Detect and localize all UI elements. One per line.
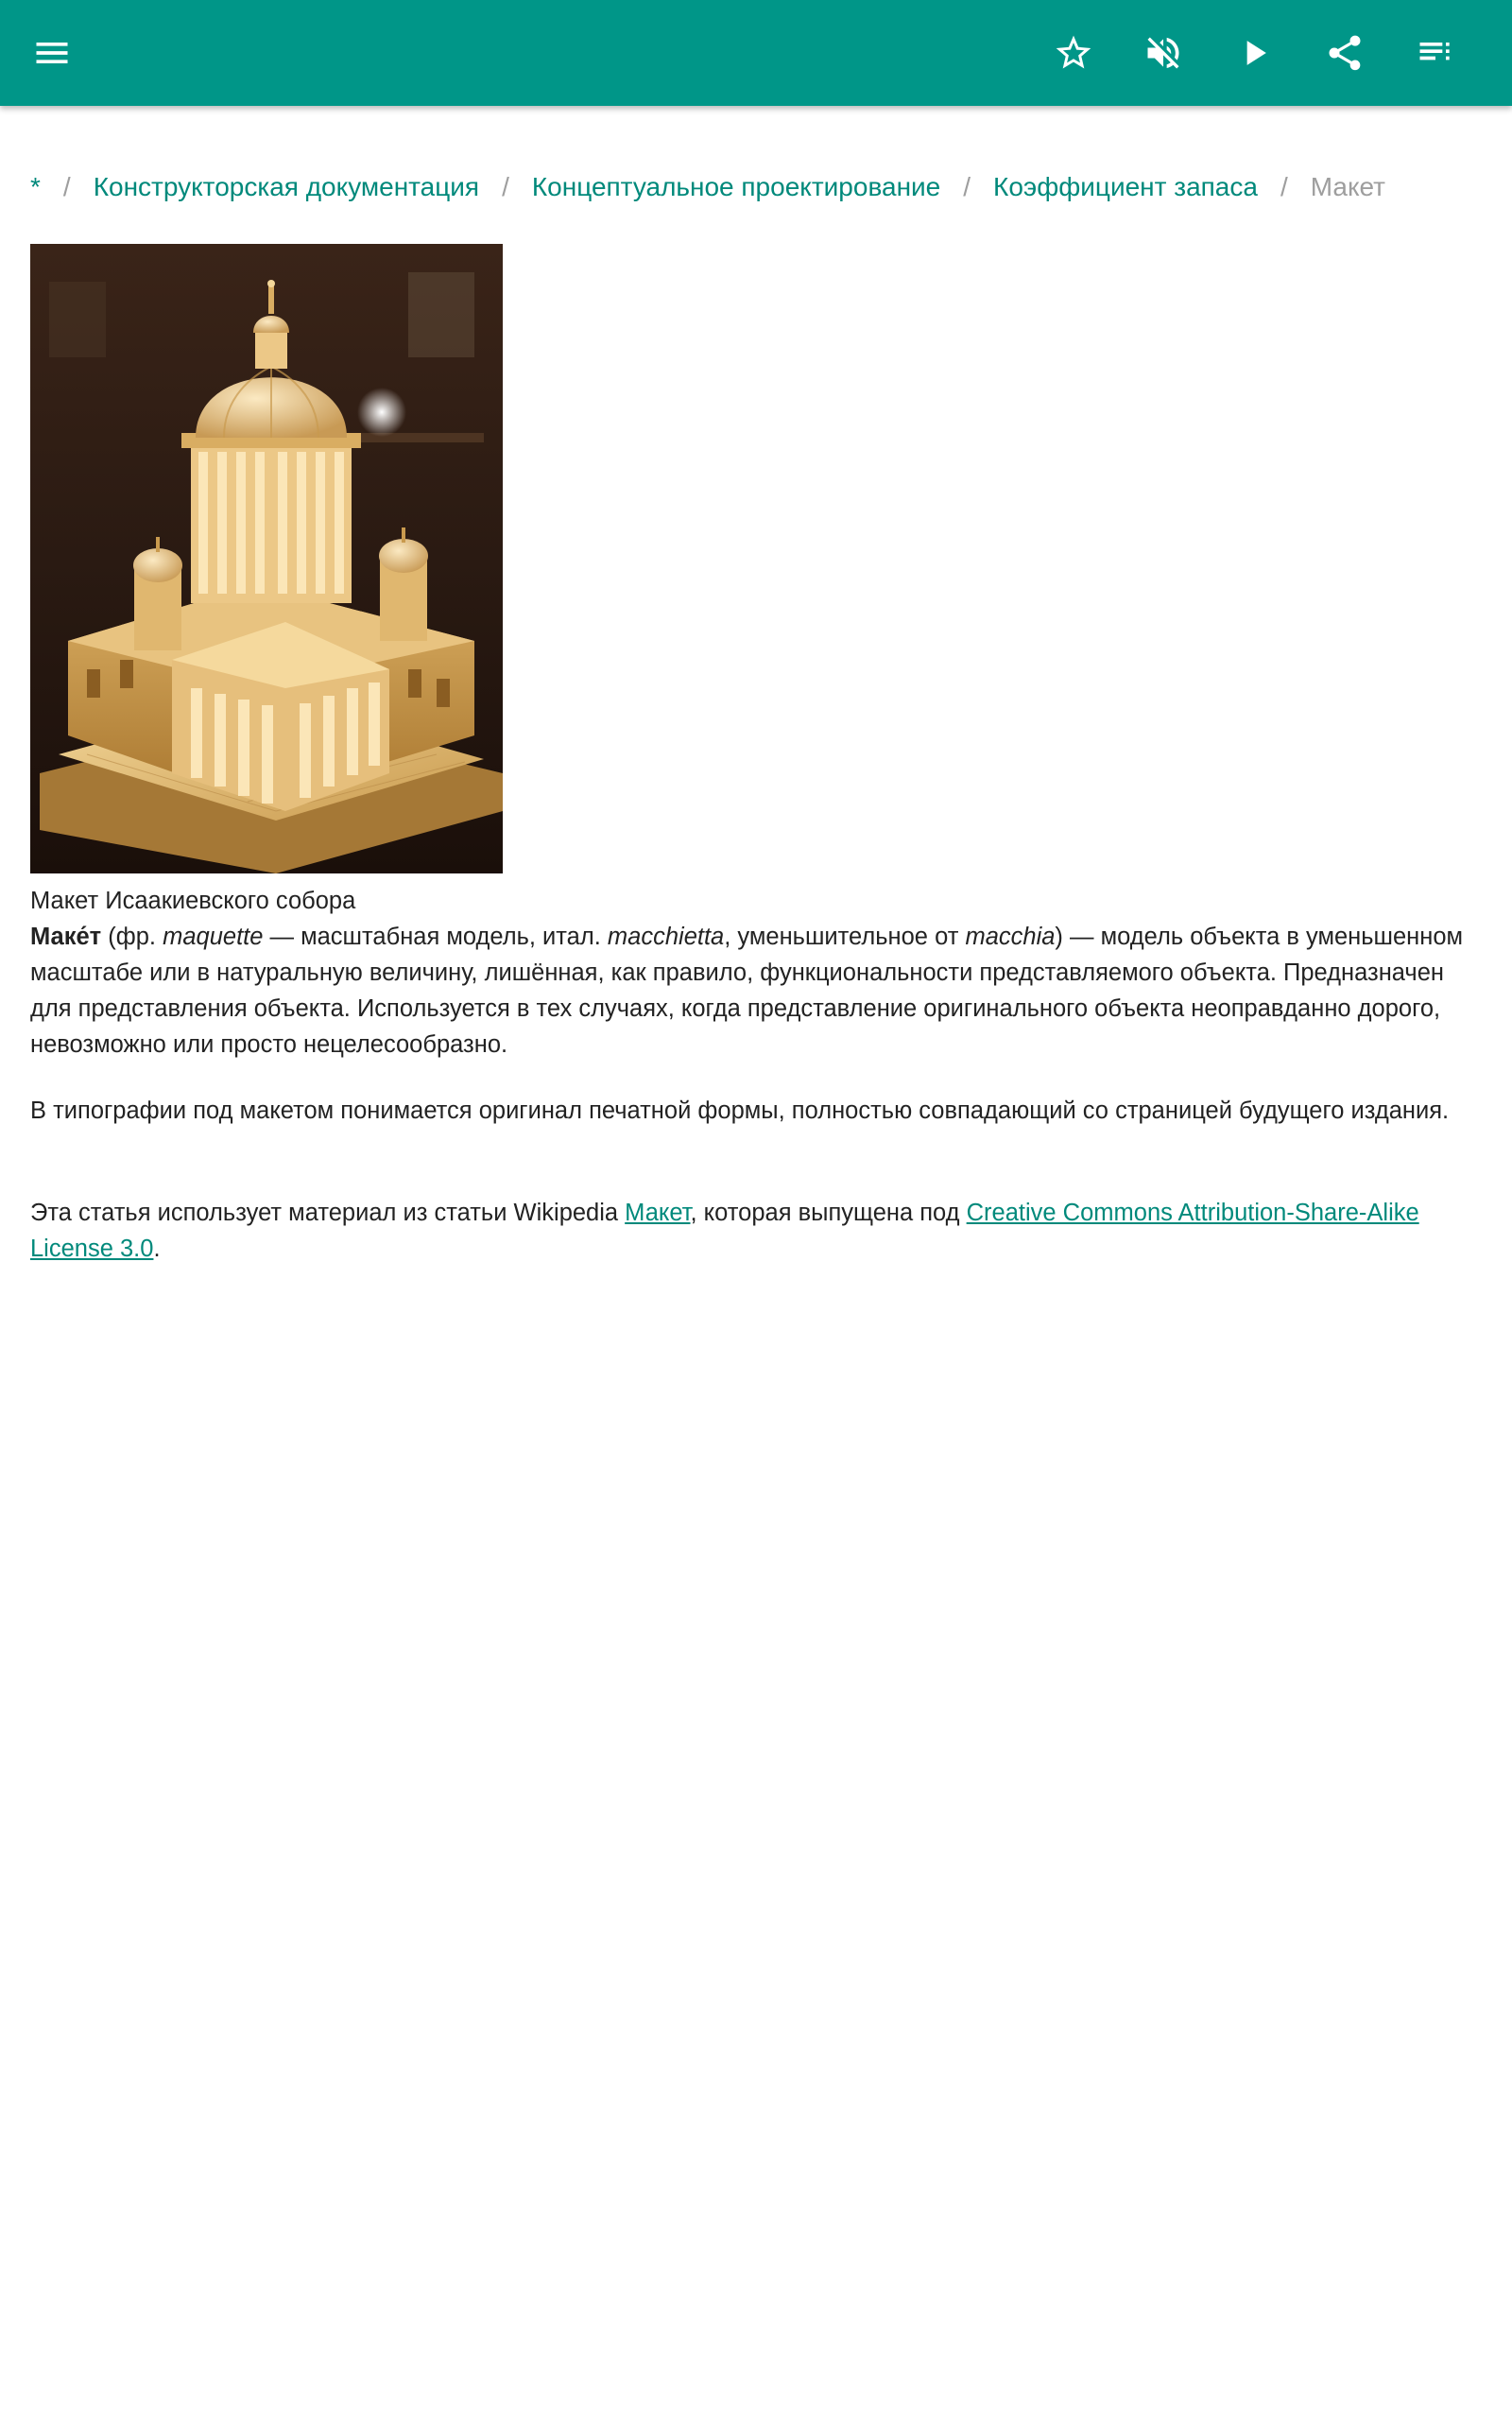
breadcrumb-separator: / — [502, 172, 509, 201]
attribution-text — [30, 1195, 1486, 1267]
breadcrumb-current: Макет — [1310, 172, 1385, 201]
article-content — [30, 883, 1486, 1267]
share-icon[interactable] — [1314, 23, 1375, 83]
breadcrumb-link-safety-factor[interactable]: Коэффициент запаса — [993, 172, 1258, 201]
breadcrumb-root-link[interactable]: * — [30, 172, 41, 201]
breadcrumb-separator: / — [62, 172, 71, 201]
italian-word: macchietta — [607, 924, 725, 950]
app-bar — [0, 0, 1512, 106]
breadcrumb-link-conceptual-design[interactable]: Концептуальное проектирование — [531, 172, 941, 201]
cathedral-model-photo[interactable] — [30, 244, 503, 873]
figure-caption: Макет Исаакиевского собора — [30, 888, 356, 914]
attribution-suffix: . — [153, 1236, 161, 1262]
breadcrumb — [30, 166, 1486, 208]
text-segment: — масштабная модель, итал. — [263, 924, 608, 950]
text-segment: ) — модель объекта в уменьшенном масштабе или в натуральную величину, лишённая, как правило, функциональности представляемого объекта. Предназначен для представления объекта. Используется в тех случаях, когда представление оригинального объекта неоправданно дорого, невозможно или просто нецелесообразно. — [30, 924, 1464, 1058]
volume-off-icon[interactable] — [1133, 23, 1194, 83]
breadcrumb-separator: / — [963, 172, 971, 201]
text-segment: , уменьшительное от — [724, 924, 966, 950]
french-word: maquette — [163, 924, 264, 950]
text-segment: (фр. — [101, 924, 163, 950]
article-term: Маке́т — [30, 924, 102, 950]
article-paragraph-typography: В типографии под макетом понимается оригинал печатной формы, полностью совпадающий со страницей будущего издания. — [30, 1098, 1450, 1124]
attribution-middle: , которая выпущена под — [690, 1200, 967, 1226]
breadcrumb-separator: / — [1280, 172, 1288, 201]
article-paragraph-definition — [30, 919, 1486, 1063]
italian-root-word: macchia — [965, 924, 1056, 950]
play-icon[interactable] — [1224, 23, 1284, 83]
star-icon[interactable] — [1043, 23, 1104, 83]
breadcrumb-link-design-docs[interactable]: Конструкторская документация — [93, 172, 480, 201]
playlist-icon[interactable] — [1405, 23, 1466, 83]
wikipedia-article-link[interactable]: Макет — [625, 1200, 691, 1226]
license-link[interactable]: Creative Commons Attribution-Share-Alike License 3.0 — [30, 1200, 1419, 1262]
attribution-prefix: Эта статья использует материал из статьи Wikipedia — [30, 1200, 626, 1226]
hamburger-menu-icon[interactable] — [22, 23, 82, 83]
